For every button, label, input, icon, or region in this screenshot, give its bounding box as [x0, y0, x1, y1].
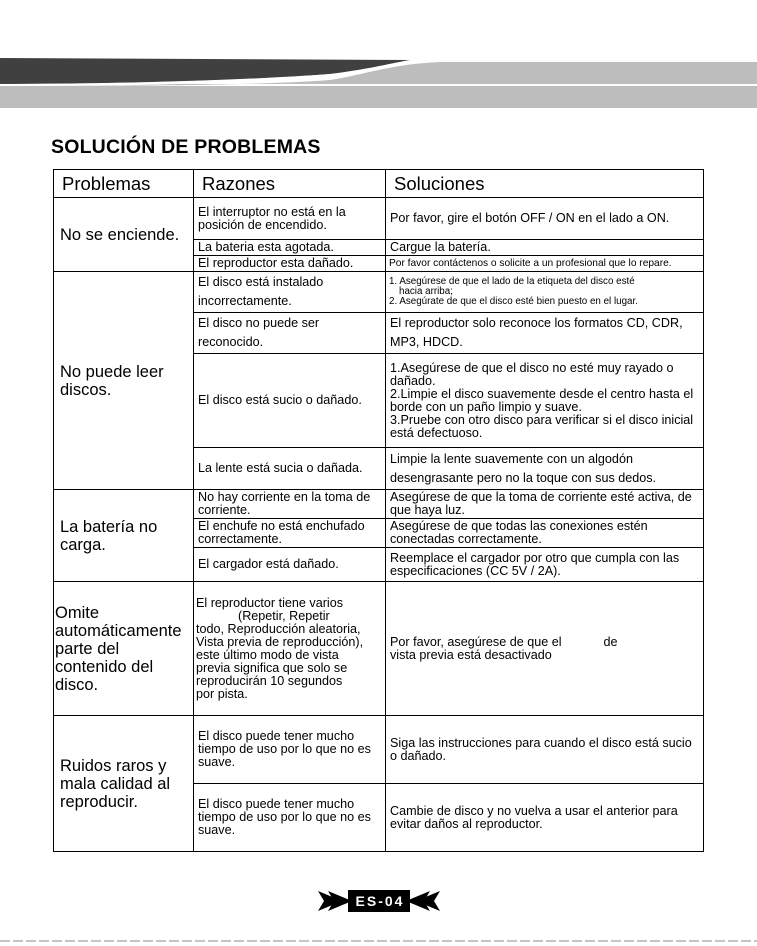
reason-cell: El disco no puede ser reconocido. — [194, 313, 386, 354]
solution-cell — [386, 272, 704, 313]
solution-line: hacia arriba; — [399, 286, 453, 297]
reason-line: este último modo de vista — [196, 647, 339, 662]
problem-cell: La batería no carga. — [54, 490, 194, 582]
header-soluciones: Soluciones — [386, 170, 704, 198]
solution-cell: Asegúrese de que la toma de corriente esté activa, de que haya luz. — [386, 490, 704, 519]
problem-cell: Ruidos raros y mala calidad al reproducir. — [54, 716, 194, 852]
solution-cell: Reemplace el cargador por otro que cumpla con las especificaciones (CC 5V / 2A). — [386, 548, 704, 582]
reason-cell: La lente está sucia o dañada. — [194, 448, 386, 490]
solution-cell: Limpie la lente suavemente con un algodón desengrasante pero no la toque con sus dedos. — [386, 448, 704, 490]
table-row — [54, 198, 704, 240]
header-band — [0, 0, 757, 120]
reason-cell: La bateria esta agotada. — [194, 240, 386, 256]
solution-line: 2. Asegúrate de que el disco esté bien puesto en el lugar. — [389, 296, 638, 307]
reason-cell: El disco puede tener mucho tiempo de uso por lo que no es suave. — [194, 716, 386, 784]
reason-cell: El disco está instalado incorrectamente. — [194, 272, 386, 313]
solution-cell: Cargue la batería. — [386, 240, 704, 256]
solution-line: Por favor, asegúrese de que el de — [390, 634, 618, 649]
solution-line: vista previa está desactivado — [390, 647, 552, 662]
solution-cell: Por favor contáctenos o solicite a un profesional que lo repare. — [386, 256, 704, 272]
solution-cell: El reproductor solo reconoce los formatos CD, CDR, MP3, HDCD. — [386, 313, 704, 354]
reason-cell: El cargador está dañado. — [194, 548, 386, 582]
reason-line: reproducirán 10 segundos — [196, 673, 343, 688]
solution-line: 2.Limpie el disco suavemente desde el centro hasta el borde con un paño limpio y suave. — [390, 386, 697, 414]
reason-line: todo, Reproducción aleatoria, — [196, 621, 361, 636]
solution-line: 1.Asegúrese de que el disco no esté muy rayado o dañado. — [390, 360, 678, 388]
reason-cell: El reproductor esta dañado. — [194, 256, 386, 272]
solution-cell: Asegúrese de que todas las conexiones estén conectadas correctamente. — [386, 519, 704, 548]
reason-cell: El interruptor no está en la posición de encendido. — [194, 198, 386, 240]
table-row — [54, 272, 704, 313]
solution-cell — [386, 582, 704, 716]
page-number: ES-04 — [355, 893, 405, 909]
reason-line: por pista. — [196, 686, 248, 701]
solution-line: 1. Asegúrese de que el lado de la etiqueta del disco esté — [389, 276, 635, 287]
reason-cell: El enchufe no está enchufado correctamente. — [194, 519, 386, 548]
troubleshooting-table — [53, 169, 704, 852]
header-razones: Razones — [194, 170, 386, 198]
solution-cell — [386, 354, 704, 448]
problem-cell: No se enciende. — [54, 198, 194, 272]
table-row — [54, 582, 704, 716]
reason-line: Vista previa de reproducción), — [196, 634, 364, 649]
reason-line: El reproductor tiene varios — [196, 595, 343, 610]
problem-cell: No puede leer discos. — [54, 272, 194, 490]
table-row — [54, 716, 704, 784]
problem-cell: Omite automáticamente parte del contenido del disco. — [54, 582, 194, 716]
reason-cell: El disco está sucio o dañado. — [194, 354, 386, 448]
solution-cell: Cambie de disco y no vuelva a usar el anterior para evitar daños al reproductor. — [386, 784, 704, 852]
solution-line: 3.Pruebe con otro disco para verificar si el disco inicial está defectuoso. — [390, 412, 697, 440]
header-problemas: Problemas — [54, 170, 194, 198]
page-title: SOLUCIÓN DE PROBLEMAS — [51, 136, 321, 158]
reason-line: (Repetir, Repetir — [196, 608, 330, 623]
reason-line: previa significa que solo se — [196, 660, 348, 675]
table-header-row — [54, 170, 704, 198]
reason-cell: El disco puede tener mucho tiempo de uso por lo que no es suave. — [194, 784, 386, 852]
table-row — [54, 490, 704, 519]
bottom-dashed-line — [0, 940, 757, 942]
solution-cell: Siga las instrucciones para cuando el disco está sucio o dañado. — [386, 716, 704, 784]
reason-cell — [194, 582, 386, 716]
reason-cell: No hay corriente en la toma de corriente. — [194, 490, 386, 519]
solution-cell: Por favor, gire el botón OFF / ON en el lado a ON. — [386, 198, 704, 240]
